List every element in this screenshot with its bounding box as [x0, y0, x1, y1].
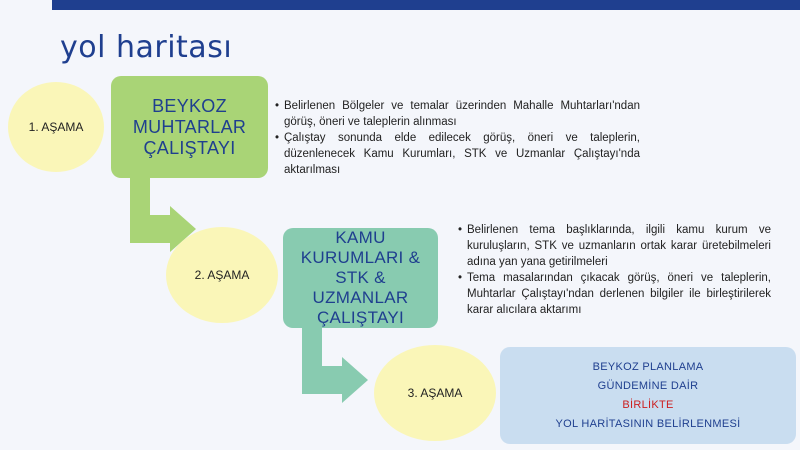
stage-2-box-line: UZMANLAR [312, 288, 409, 307]
stage-2-box-line: STK & [335, 268, 386, 287]
stage-1-box [111, 76, 268, 178]
stage-3-circle [374, 345, 496, 441]
stage-1-bullet: • Belirlenen Bölgeler ve temalar üzerinden Mahalle Muhtarları'ndan görüş, öneri ve taleplerin alınması [284, 98, 640, 130]
stage-2-bullets [457, 222, 771, 318]
stage-1-bullets [274, 98, 640, 178]
stage-2-bullet: • Belirlenen tema başlıklarında, ilgili kamu kurum ve kuruluşların, STK ve uzmanların ortak karar üretebilmeleri adına yan yana getirilmeleri [467, 222, 771, 270]
stage-2-bullet: • Tema masalarından çıkacak görüş, öneri ve taleplerin, Muhtarlar Çalıştayı'ndan derlenen bilgiler ile birleştirilerek karar alıcılara aktarımı [467, 270, 771, 318]
stage-3-box-line: YOL HARİTASININ BELİRLENMESİ [555, 417, 741, 430]
stage-2-box [283, 228, 438, 328]
page-title: yol haritası [60, 30, 233, 65]
stage-2-circle [166, 227, 278, 323]
stage-3-box-line: GÜNDEMİNE DAİR [597, 379, 699, 392]
stage-1-box-line: ÇALIŞTAYI [143, 137, 236, 158]
stage-2-label: 2. AŞAMA [194, 268, 250, 282]
stage-1-bullet: • Çalıştay sonunda elde edilecek görüş, öneri ve taleplerin, düzenlenecek Kamu Kurumları, STK ve Uzmanlar Çalıştayı'nda aktarılması [284, 130, 640, 178]
stage-1-box-line: MUHTARLAR [132, 116, 247, 137]
stage-1-circle [8, 82, 104, 172]
stage-2-box-line: ÇALIŞTAYI [316, 308, 405, 327]
stage-3-label: 3. AŞAMA [407, 386, 463, 400]
stage-3-box-highlight: BİRLİKTE [622, 398, 674, 411]
stage-2-box-line: KAMU [335, 228, 386, 247]
stage-1-box-line: BEYKOZ [152, 95, 227, 116]
stage-1-label: 1. AŞAMA [28, 120, 84, 134]
arrow-stage2-to-stage3 [302, 322, 368, 403]
stage-2-box-line: KURUMLARI & [300, 248, 421, 267]
stage-3-box [500, 347, 796, 444]
stage-3-box-line: BEYKOZ PLANLAMA [592, 360, 704, 373]
